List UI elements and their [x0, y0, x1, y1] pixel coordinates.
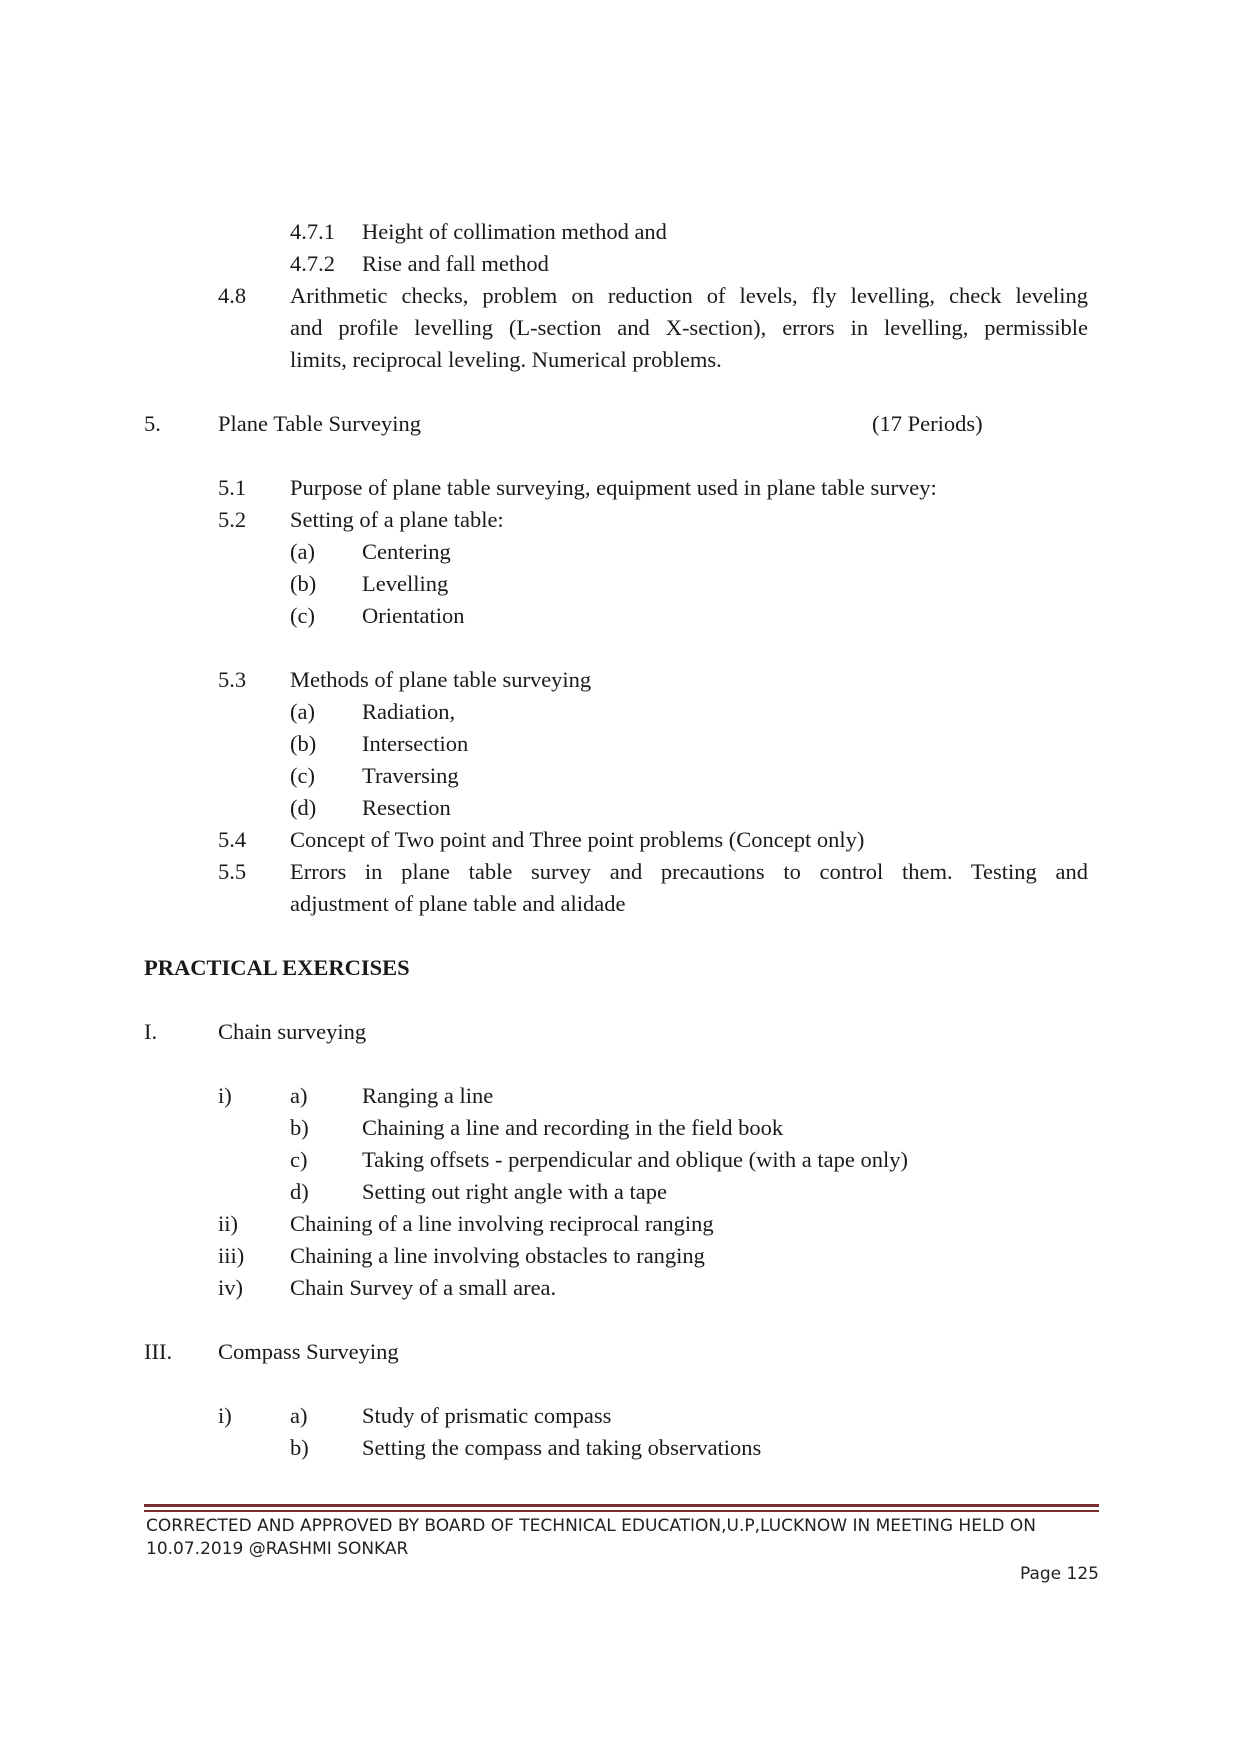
item-text: Setting of a plane table: [290, 507, 504, 532]
sub-label: b) [290, 1435, 309, 1460]
sub-text: Intersection [362, 731, 469, 756]
page-number: Page 125 [1019, 1564, 1099, 1584]
sub-label: (a) [290, 699, 315, 724]
sub-text: Traversing [362, 763, 459, 788]
sub-label: a) [290, 1403, 308, 1428]
roman-label: iii) [218, 1243, 245, 1268]
item-text: Methods of plane table surveying [290, 667, 592, 692]
practical-exercises-heading: PRACTICAL EXERCISES [144, 955, 410, 980]
item-number: 5.3 [218, 667, 247, 692]
sub-label: d) [290, 1179, 309, 1204]
footer-rule-thin [144, 1510, 1099, 1512]
roman-label: i) [218, 1083, 232, 1108]
item-text: Rise and fall method [362, 251, 549, 276]
section-periods: (17 Periods) [872, 411, 983, 436]
sub-label: (b) [290, 731, 317, 756]
footer-rule-thick [144, 1504, 1099, 1507]
item-number: 4.8 [218, 283, 247, 308]
sub-label: (c) [290, 603, 315, 628]
section-title: Chain surveying [218, 1019, 367, 1044]
item-4-8-line-1: Arithmetic checks, problem on reduction of levels, fly levelling, check leveling [290, 283, 1088, 308]
sub-text: Centering [362, 539, 451, 564]
item-5-5-line-2: adjustment of plane table and alidade [290, 891, 626, 916]
sub-text: Resection [362, 795, 451, 820]
item-4-8-line-3: limits, reciprocal leveling. Numerical problems. [290, 347, 722, 372]
sub-text: Orientation [362, 603, 465, 628]
section-title: Plane Table Surveying [218, 411, 421, 436]
sub-text: Ranging a line [362, 1083, 494, 1108]
sub-label: (a) [290, 539, 315, 564]
item-text: Chaining a line involving obstacles to ranging [290, 1243, 705, 1268]
item-text: Concept of Two point and Three point problems (Concept only) [290, 827, 865, 852]
item-text: Chain Survey of a small area. [290, 1275, 557, 1300]
roman-label: iv) [218, 1275, 243, 1300]
sub-text: Setting out right angle with a tape [362, 1179, 667, 1204]
footer-line-1: CORRECTED AND APPROVED BY BOARD OF TECHNICAL EDUCATION,U.P,LUCKNOW IN MEETING HELD ON [146, 1516, 1037, 1536]
sub-label: (d) [290, 795, 317, 820]
sub-label: a) [290, 1083, 308, 1108]
sub-text: Setting the compass and taking observations [362, 1435, 762, 1460]
footer-text [146, 1515, 1106, 1561]
sub-text: Taking offsets - perpendicular and oblique (with a tape only) [362, 1147, 908, 1172]
item-text: Height of collimation method and [362, 219, 667, 244]
item-number: 4.7.1 [290, 219, 335, 244]
item-5-5-line-1: Errors in plane table survey and precautions to control them. Testing and [290, 859, 1088, 884]
sub-label: c) [290, 1147, 308, 1172]
item-number: 5.4 [218, 827, 247, 852]
section-title: Compass Surveying [218, 1339, 399, 1364]
roman-label: ii) [218, 1211, 238, 1236]
item-number: 5.1 [218, 475, 247, 500]
sub-label: (b) [290, 571, 317, 596]
item-text: Chaining of a line involving reciprocal ranging [290, 1211, 714, 1236]
sub-text: Study of prismatic compass [362, 1403, 612, 1428]
roman-label: i) [218, 1403, 232, 1428]
section-number: I. [144, 1019, 158, 1044]
item-number: 5.2 [218, 507, 247, 532]
item-text: Purpose of plane table surveying, equipment used in plane table survey: [290, 475, 937, 500]
item-4-8-line-2: and profile levelling (L-section and X-section), errors in levelling, permissible [290, 315, 1088, 340]
section-number: III. [144, 1339, 173, 1364]
sub-label: b) [290, 1115, 309, 1140]
sub-text: Chaining a line and recording in the field book [362, 1115, 784, 1140]
item-number: 4.7.2 [290, 251, 335, 276]
sub-label: (c) [290, 763, 315, 788]
section-number: 5. [144, 411, 161, 436]
sub-text: Levelling [362, 571, 449, 596]
footer-line-2: 10.07.2019 @RASHMI SONKAR [146, 1539, 409, 1559]
item-number: 5.5 [218, 859, 247, 884]
sub-text: Radiation, [362, 699, 456, 724]
